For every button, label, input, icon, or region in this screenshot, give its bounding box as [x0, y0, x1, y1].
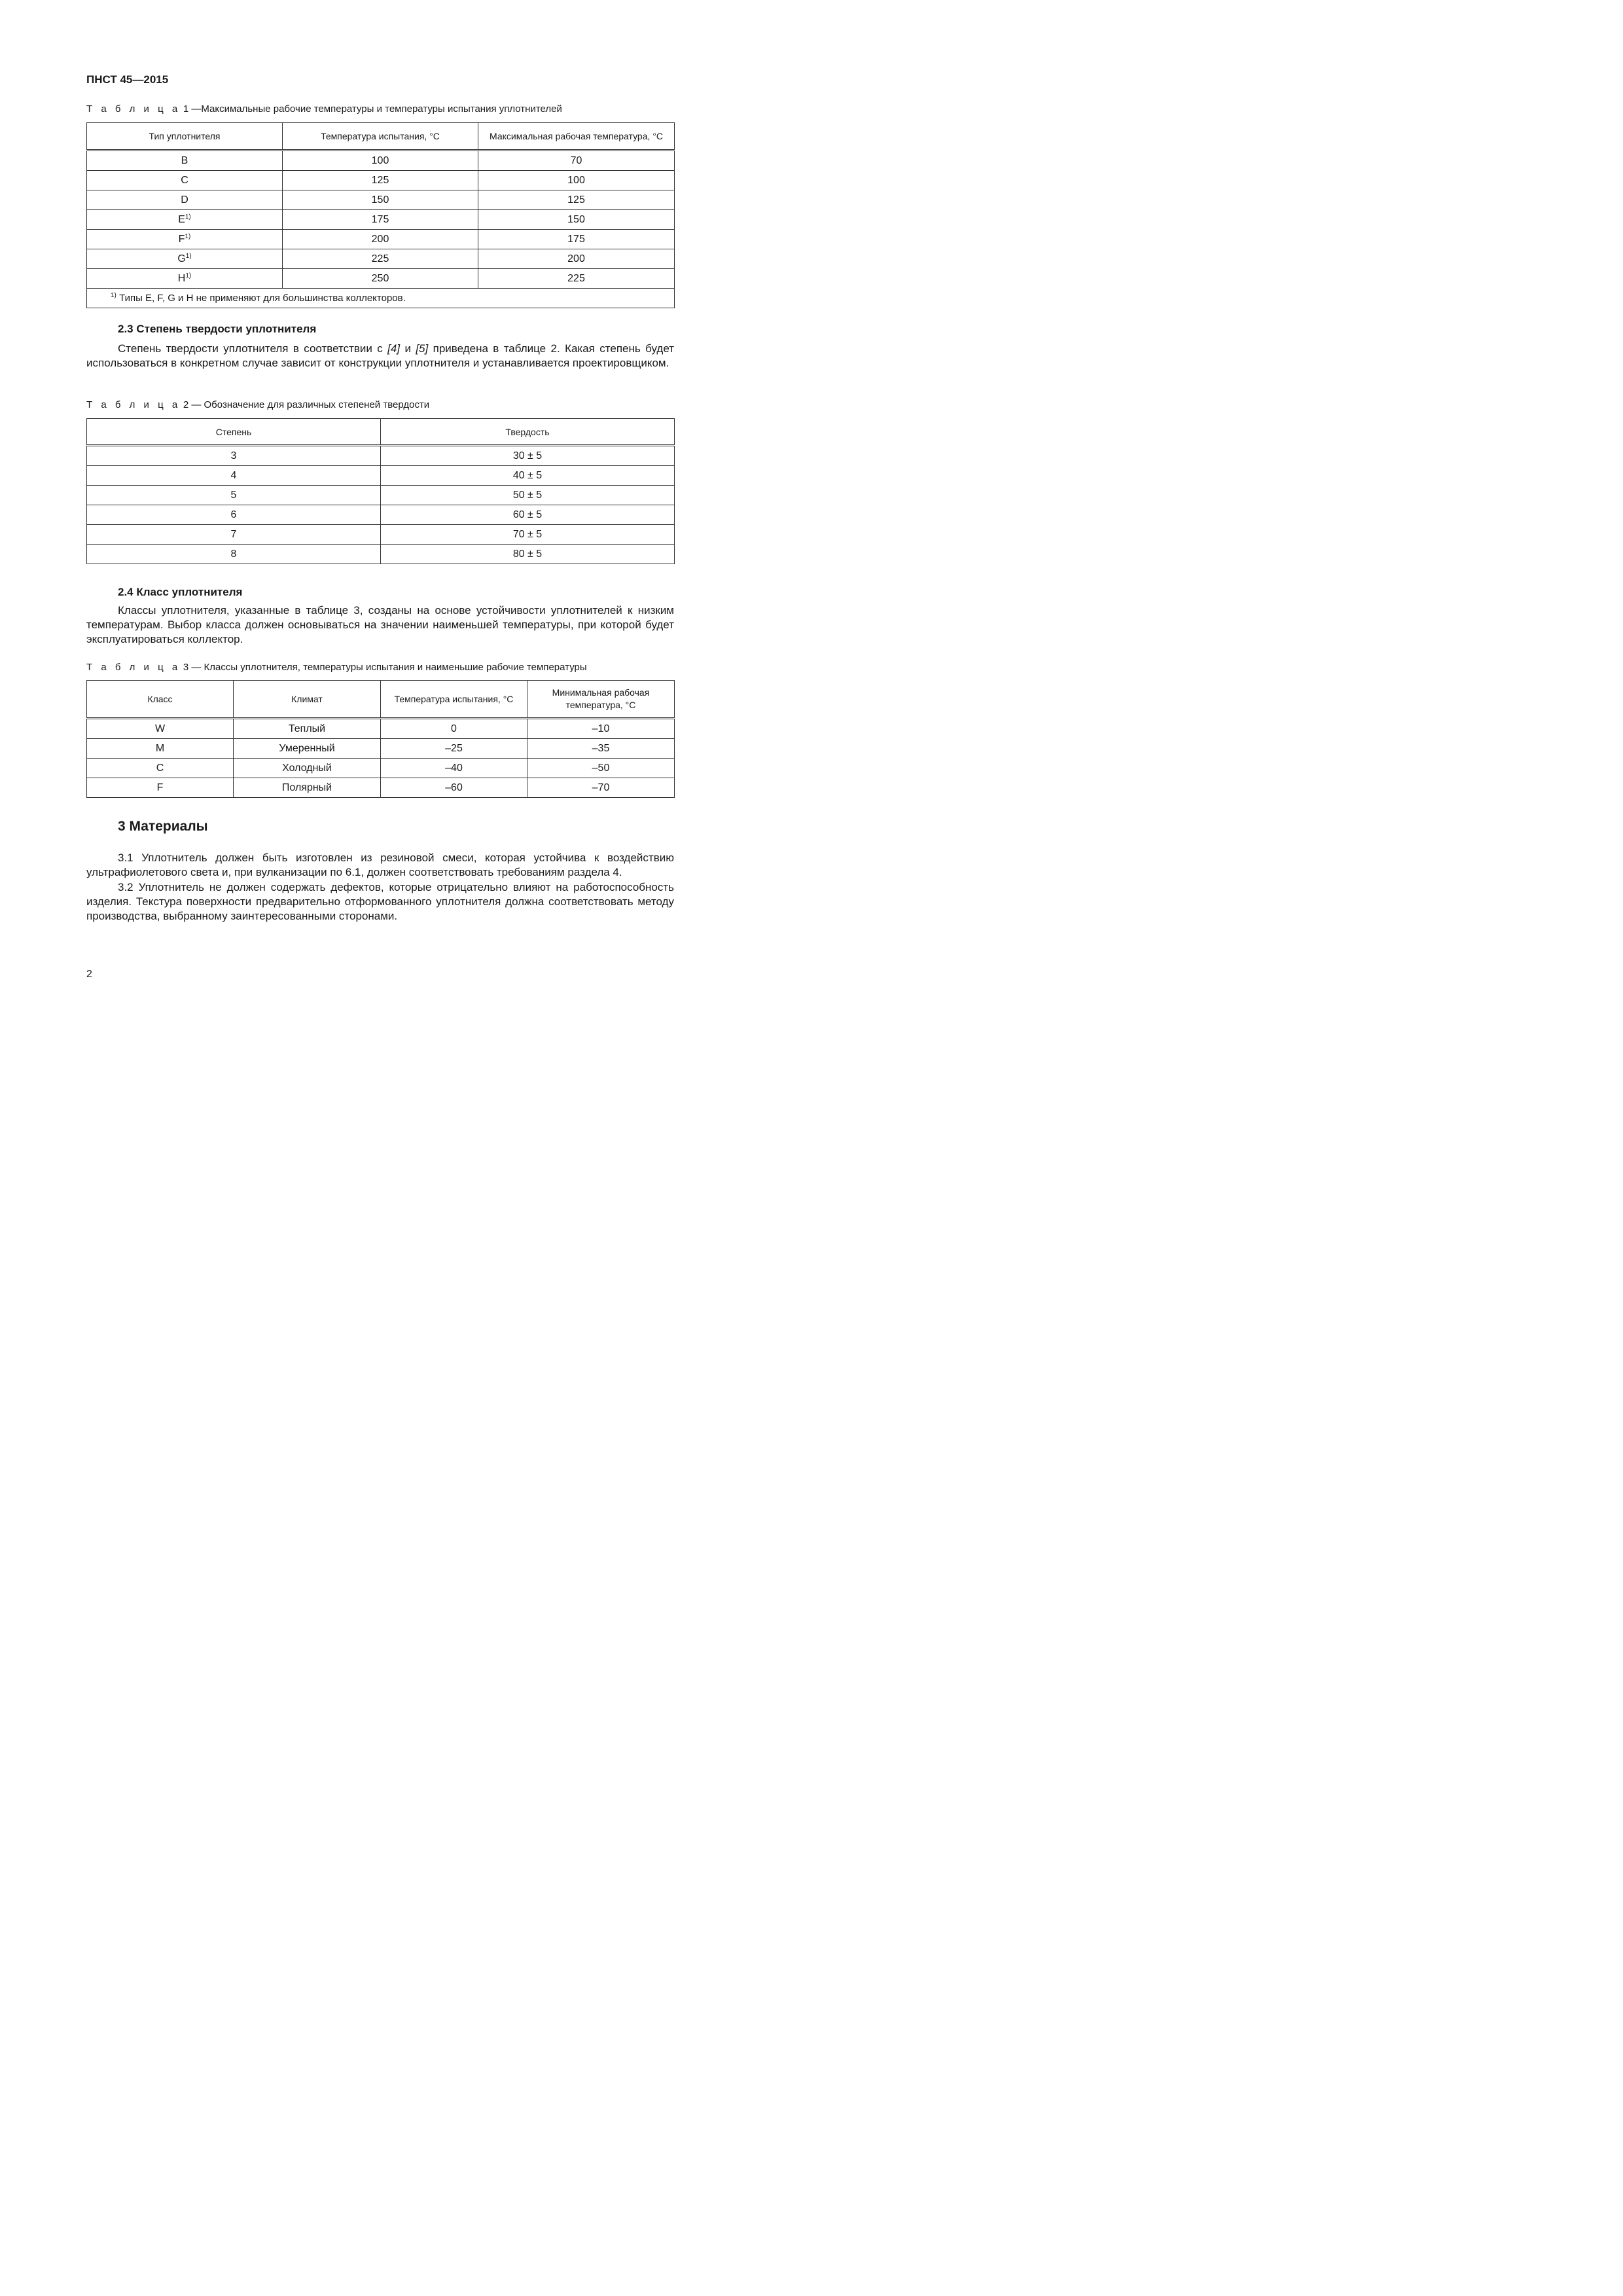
table2-cell: 30 ± 5 — [381, 446, 675, 466]
table2 — [86, 418, 675, 564]
table1-cell: $G^{1)}$ — [87, 249, 283, 269]
table3-cell: –40 — [381, 759, 527, 778]
table-row — [87, 446, 675, 466]
section-2-3-paragraph: Степень твердости уплотнителя в соответствии с [4] и [5] приведена в таблице 2. Какая степень будет использоваться в конкретном случае зависит от конструкции уплотнителя и устанавливается проектировщиком. — [86, 342, 674, 369]
table1-cell: B — [87, 151, 283, 171]
table3-cell: Теплый — [234, 719, 381, 739]
table-row — [87, 778, 675, 798]
table1-cell: 200 — [283, 230, 478, 249]
table2-cell: 7 — [87, 525, 381, 545]
table3-cell: –10 — [527, 719, 675, 739]
table2-cell: 60 ± 5 — [381, 505, 675, 525]
table-row — [87, 466, 675, 486]
table2-cell: 40 ± 5 — [381, 466, 675, 486]
table2-cell: 5 — [87, 486, 381, 505]
table1-cell: 175 — [478, 230, 675, 249]
table1-caption-word: Т а б л и ц а — [86, 103, 181, 115]
table1-footnote: $^{1)}$ Типы E, F, G и H не применяют для большинства коллекторов. — [87, 289, 675, 308]
table-row — [87, 525, 675, 545]
table3-header-cell: Минимальная рабочая температура, °C — [527, 681, 675, 719]
document-code: ПНСТ 45—2015 — [86, 73, 169, 86]
table2-cell: 3 — [87, 446, 381, 466]
section-3-1-paragraph: 3.1 Уплотнитель должен быть изготовлен из резиновой смеси, которая устойчива к воздействию ультрафиолетового света и, при вулканизации по 6.1, должен соответствовать требованиям раздела 4. — [86, 852, 674, 878]
table3-cell: –50 — [527, 759, 675, 778]
page-number: 2 — [86, 969, 92, 980]
section-3-2-paragraph: 3.2 Уплотнитель не должен содержать дефектов, которые отрицательно влияют на работоспособность изделия. Текстура поверхности предварительно отформованного уплотнителя должна соответствовать методу производства, выбранному заинтересованными сторонами. — [86, 881, 674, 922]
table1 — [86, 122, 675, 308]
table3-cell: –35 — [527, 739, 675, 759]
table-row — [87, 759, 675, 778]
table3-cell: Умеренный — [234, 739, 381, 759]
table1-cell: $E^{1)}$ — [87, 210, 283, 230]
table1-cell: 175 — [283, 210, 478, 230]
table-row — [87, 269, 675, 289]
table2-cell: 80 ± 5 — [381, 545, 675, 564]
table1-cell: 225 — [283, 249, 478, 269]
table2-cell: 6 — [87, 505, 381, 525]
table3-cell: F — [87, 778, 234, 798]
table3-caption-text: 3 — Классы уплотнителя, температуры испытания и наименьшие рабочие температуры — [180, 662, 587, 673]
table2-caption — [86, 399, 429, 410]
table3-cell: –60 — [381, 778, 527, 798]
section-2-3-heading: 2.3 Степень твердости уплотнителя — [118, 323, 317, 335]
reference-5: [5] — [416, 342, 429, 355]
table-row — [87, 230, 675, 249]
table1-cell: 70 — [478, 151, 675, 171]
table3-cell: C — [87, 759, 234, 778]
reference-4: [4] — [387, 342, 401, 355]
table3-cell: Полярный — [234, 778, 381, 798]
table2-caption-text: 2 — Обозначение для различных степеней твердости — [180, 399, 430, 410]
table3-cell: W — [87, 719, 234, 739]
table1-cell: 100 — [283, 151, 478, 171]
table-row — [87, 210, 675, 230]
table1-cell: 250 — [283, 269, 478, 289]
table1-header-cell: Температура испытания, °C — [283, 123, 478, 151]
table-row — [87, 486, 675, 505]
table3-cell: M — [87, 739, 234, 759]
table-row — [87, 545, 675, 564]
table1-cell: 150 — [283, 190, 478, 210]
table2-caption-word: Т а б л и ц а — [86, 399, 181, 410]
table3-caption — [86, 662, 587, 673]
table2-header-cell: Степень — [87, 419, 381, 446]
table-row — [87, 505, 675, 525]
table-row — [87, 249, 675, 269]
table-row — [87, 171, 675, 190]
table3-header-cell: Класс — [87, 681, 234, 719]
table3-header-cell: Климат — [234, 681, 381, 719]
table3-cell: –70 — [527, 778, 675, 798]
table2-cell: 4 — [87, 466, 381, 486]
table3-header-cell: Температура испытания, °C — [381, 681, 527, 719]
table1-cell: C — [87, 171, 283, 190]
table1-cell: D — [87, 190, 283, 210]
table2-cell: 50 ± 5 — [381, 486, 675, 505]
section-2-4-heading: 2.4 Класс уплотнителя — [118, 586, 243, 598]
table1-cell: 225 — [478, 269, 675, 289]
table1-cell: 125 — [283, 171, 478, 190]
table1-caption — [86, 103, 562, 115]
table1-cell: $H^{1)}$ — [87, 269, 283, 289]
table1-caption-text: 1 —Максимальные рабочие температуры и температуры испытания уплотнителей — [180, 103, 562, 115]
table3-caption-word: Т а б л и ц а — [86, 662, 181, 673]
table3-cell: 0 — [381, 719, 527, 739]
table-row — [87, 190, 675, 210]
table3 — [86, 680, 675, 798]
table1-cell: 200 — [478, 249, 675, 269]
table1-header-cell: Тип уплотнителя — [87, 123, 283, 151]
table3-cell: Холодный — [234, 759, 381, 778]
table-row — [87, 719, 675, 739]
section-2-4-paragraph: Классы уплотнителя, указанные в таблице 3, созданы на основе устойчивости уплотнителей к низким температурам. Выбор класса должен основываться на значении наименьшей температуры, при которой будет эксплуатироваться коллектор. — [86, 604, 674, 645]
table2-cell: 70 ± 5 — [381, 525, 675, 545]
table-row — [87, 151, 675, 171]
table2-cell: 8 — [87, 545, 381, 564]
table1-header-cell: Максимальная рабочая температура, °C — [478, 123, 675, 151]
table1-cell: 150 — [478, 210, 675, 230]
table3-cell: –25 — [381, 739, 527, 759]
table1-cell: $F^{1)}$ — [87, 230, 283, 249]
table2-header-cell: Твердость — [381, 419, 675, 446]
section-3-heading: 3 Материалы — [118, 819, 208, 834]
table-row — [87, 739, 675, 759]
table1-cell: 125 — [478, 190, 675, 210]
table1-cell: 100 — [478, 171, 675, 190]
